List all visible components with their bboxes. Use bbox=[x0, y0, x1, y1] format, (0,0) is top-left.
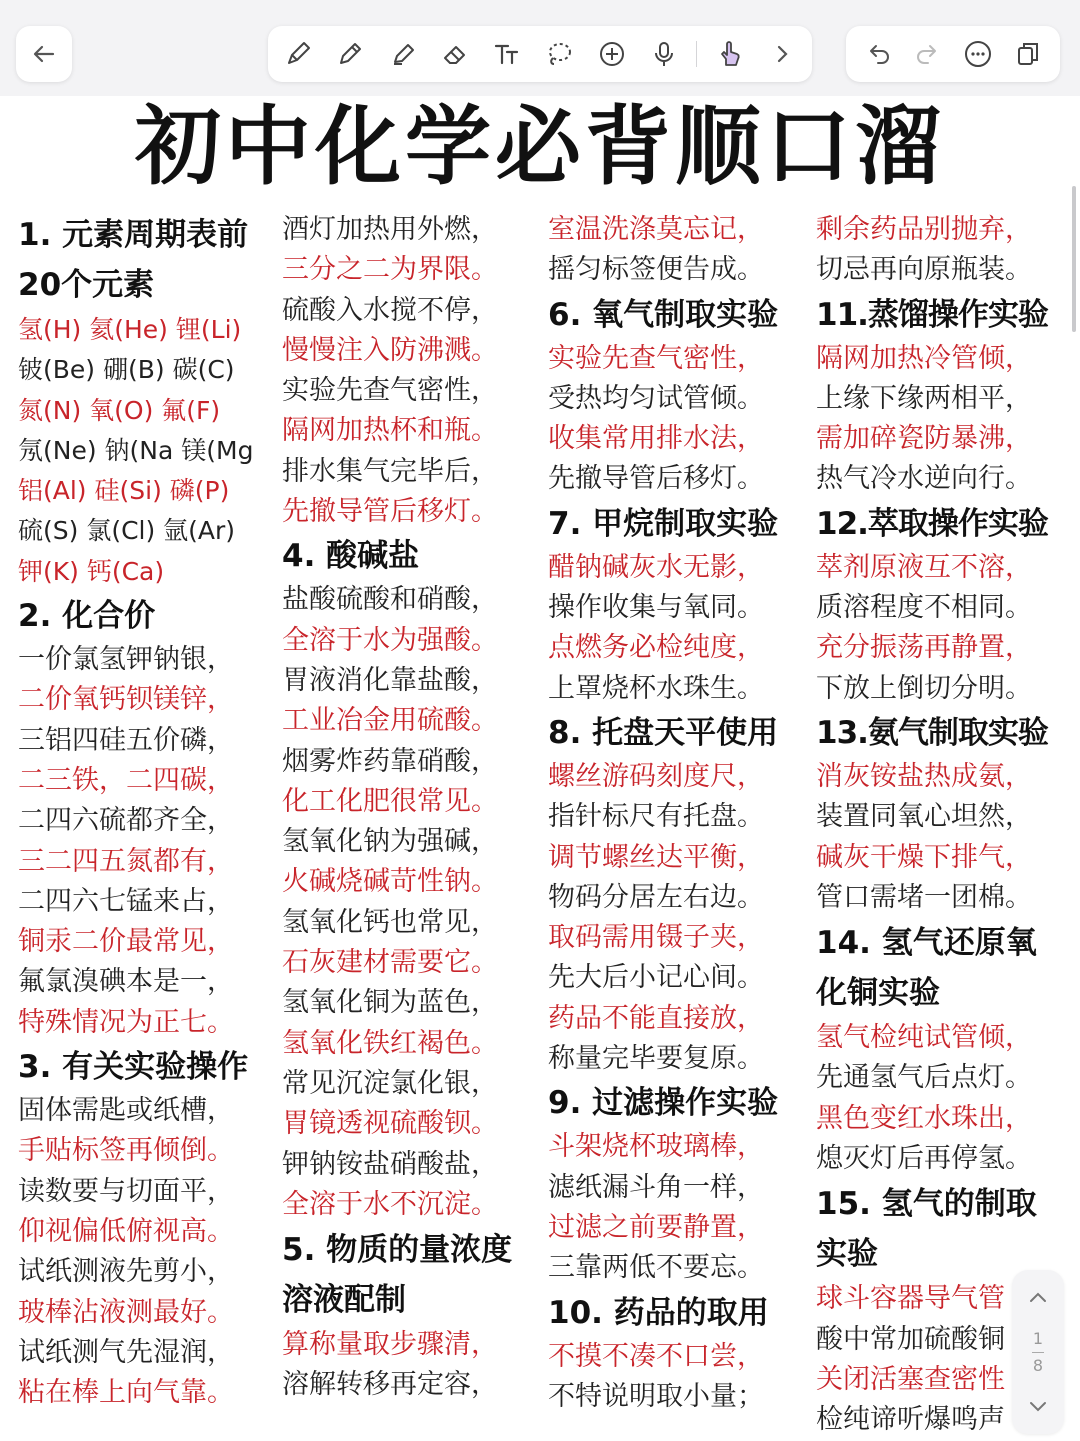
section-heading: 14. 氢气还原氧化铜实验 bbox=[816, 925, 1037, 1012]
section-heading: 7. 甲烷制取实验 bbox=[548, 505, 779, 542]
verse-line: 过滤之前要静置， bbox=[548, 1211, 764, 1243]
verse-line: 物码分居左右边。 bbox=[548, 881, 764, 913]
verse-line: 质溶程度不相同。 bbox=[816, 592, 1032, 624]
verse-line: 室温洗涤莫忘记， bbox=[548, 214, 764, 245]
verse-line: 剩余药品别抛弃， bbox=[816, 214, 1032, 245]
verse-line: 隔网加热杯和瓶。 bbox=[282, 415, 498, 447]
verse-line: 烟雾炸药靠硝酸， bbox=[282, 745, 498, 777]
verse-line: 隔网加热冷管倾， bbox=[816, 342, 1032, 374]
verse-line: 需加碎瓷防暴沸， bbox=[816, 423, 1032, 455]
element-row: 钾(K) 钙(Ca) bbox=[18, 556, 165, 586]
verse-line: 醋钠碱灰水无影， bbox=[548, 551, 764, 583]
copy-icon[interactable] bbox=[1008, 34, 1048, 74]
microphone-icon[interactable] bbox=[644, 34, 684, 74]
page-down-icon[interactable] bbox=[1018, 1386, 1058, 1426]
verse-line: 全溶于水不沉淀。 bbox=[282, 1188, 498, 1220]
verse-line: 管口需堵一团棉。 bbox=[816, 881, 1032, 913]
verse-line: 取码需用镊子夹， bbox=[548, 922, 764, 954]
verse-line: 操作收集与氧同。 bbox=[548, 592, 764, 624]
pen-icon[interactable] bbox=[278, 34, 318, 74]
verse-line: 调节螺丝达平衡， bbox=[548, 841, 764, 873]
verse-line: 固体需匙或纸槽， bbox=[18, 1095, 234, 1127]
verse-line: 铜汞二价最常见， bbox=[18, 926, 234, 958]
toolbar-separator bbox=[696, 41, 697, 67]
section-heading: 5. 物质的量浓度溶液配制 bbox=[282, 1232, 513, 1319]
verse-line: 黑色变红水珠出， bbox=[816, 1102, 1032, 1134]
add-icon[interactable] bbox=[592, 34, 632, 74]
verse-line: 二价氧钙钡镁锌， bbox=[18, 684, 234, 716]
more-icon[interactable] bbox=[958, 34, 998, 74]
verse-line: 上缘下缘两相平， bbox=[816, 382, 1032, 414]
verse-line: 点燃务必检纯度， bbox=[548, 632, 764, 664]
pencil-icon[interactable] bbox=[330, 34, 370, 74]
section-heading: 12.萃取操作实验 bbox=[816, 505, 1048, 542]
column-4 bbox=[816, 210, 1072, 1441]
verse-line: 二三铁，二四碳， bbox=[18, 764, 234, 796]
verse-line: 三铝四硅五价磷， bbox=[18, 724, 234, 756]
verse-line: 三分之二为界限。 bbox=[282, 254, 498, 286]
verse-line: 氢气检纯试管倾， bbox=[816, 1022, 1032, 1054]
verse-line: 装置同氧心坦然， bbox=[816, 801, 1032, 833]
redo-icon[interactable] bbox=[908, 34, 948, 74]
verse-line: 熄灭灯后再停氢。 bbox=[816, 1143, 1032, 1175]
eraser-icon[interactable] bbox=[435, 34, 475, 74]
section-heading: 2. 化合价 bbox=[18, 598, 156, 635]
verse-line: 溶解转移再定容， bbox=[282, 1369, 498, 1401]
verse-line: 不摸不凑不口尝， bbox=[548, 1340, 764, 1372]
verse-line: 氟氯溴碘本是一， bbox=[18, 966, 234, 998]
section-heading: 13.氨气制取实验 bbox=[816, 714, 1048, 751]
verse-line: 先撤导管后移灯。 bbox=[548, 463, 764, 495]
verse-line: 先撤导管后移灯。 bbox=[282, 496, 498, 528]
section-heading: 1. 元素周期表前20个元素 bbox=[18, 217, 249, 303]
top-toolbar bbox=[0, 0, 1080, 96]
verse-line: 胃液消化靠盐酸， bbox=[282, 664, 498, 696]
hand-pointer-icon[interactable] bbox=[710, 34, 750, 74]
element-row: 硫(S) 氯(Cl) 氩(Ar) bbox=[18, 516, 236, 546]
verse-line: 碱灰干燥下排气， bbox=[816, 841, 1032, 873]
document-actions bbox=[846, 26, 1060, 82]
section-heading: 6. 氧气制取实验 bbox=[548, 296, 779, 333]
verse-line: 检纯谛听爆鸣声 bbox=[816, 1404, 1005, 1436]
column-3 bbox=[548, 210, 804, 1417]
verse-line: 二四六硫都齐全， bbox=[18, 805, 234, 837]
verse-line: 不特说明取小量； bbox=[548, 1380, 764, 1412]
verse-line: 氢氧化钙也常见， bbox=[282, 906, 498, 938]
verse-line: 玻棒沾液测最好。 bbox=[18, 1296, 234, 1328]
verse-line: 实验先查气密性， bbox=[548, 342, 764, 374]
verse-line: 二四六七锰来占， bbox=[18, 885, 234, 917]
section-heading: 10. 药品的取用 bbox=[548, 1294, 769, 1331]
verse-line: 试纸测液先剪小， bbox=[18, 1256, 234, 1288]
section-heading: 11.蒸馏操作实验 bbox=[816, 296, 1048, 333]
page-title: 初中化学必背顺口溜 bbox=[135, 97, 945, 197]
verse-line: 读数要与切面平， bbox=[18, 1175, 234, 1207]
verse-line: 受热均匀试管倾。 bbox=[548, 382, 764, 414]
verse-line: 慢慢注入防沸溅。 bbox=[282, 334, 498, 366]
verse-line: 三二四五氮都有， bbox=[18, 845, 234, 877]
verse-line: 排水集气完毕后， bbox=[282, 455, 498, 487]
verse-line: 一价氯氢钾钠银， bbox=[18, 644, 234, 676]
verse-line: 特殊情况为正七。 bbox=[18, 1006, 234, 1038]
verse-line: 充分振荡再静置， bbox=[816, 632, 1032, 664]
back-arrow-icon[interactable] bbox=[24, 34, 64, 74]
verse-line: 螺丝游码刻度尺， bbox=[548, 760, 764, 792]
verse-line: 仰视偏低俯视高。 bbox=[18, 1215, 234, 1247]
back-button[interactable] bbox=[16, 26, 72, 82]
page-indicator bbox=[1032, 1328, 1044, 1377]
verse-line: 酒灯加热用外燃， bbox=[282, 214, 498, 245]
element-row: 铝(Al) 硅(Si) 磷(P) bbox=[18, 476, 230, 506]
verse-line: 火碱烧碱苛性钠。 bbox=[282, 866, 498, 898]
column-1 bbox=[18, 210, 268, 1413]
current-page: 1 bbox=[1032, 1328, 1044, 1348]
verse-line: 氢氧化钠为强碱， bbox=[282, 826, 498, 858]
verse-line: 常见沉淀氯化银， bbox=[282, 1067, 498, 1099]
element-row: 铍(Be) 硼(B) 碳(C) bbox=[18, 355, 235, 385]
verse-line: 钾钠铵盐硝酸盐， bbox=[282, 1148, 498, 1180]
verse-line: 手贴标签再倾倒。 bbox=[18, 1135, 234, 1167]
element-row: 氢(H) 氦(He) 锂(Li) bbox=[18, 315, 242, 344]
page-navigator bbox=[1012, 1270, 1064, 1434]
verse-line: 实验先查气密性， bbox=[282, 375, 498, 407]
verse-line: 消灰铵盐热成氨， bbox=[816, 760, 1032, 792]
verse-line: 氢氧化铁红褐色。 bbox=[282, 1027, 498, 1059]
verse-line: 先通氢气后点灯。 bbox=[816, 1062, 1032, 1094]
page-up-icon[interactable] bbox=[1018, 1278, 1058, 1318]
chevron-right-icon[interactable] bbox=[762, 34, 802, 74]
verse-line: 球斗容器导气管 bbox=[816, 1283, 1005, 1315]
column-2 bbox=[282, 210, 538, 1406]
section-heading: 4. 酸碱盐 bbox=[282, 538, 420, 575]
verse-line: 全溶于水为强酸。 bbox=[282, 624, 498, 656]
verse-line: 酸中常加硫酸铜 bbox=[816, 1323, 1005, 1355]
vertical-scrollbar[interactable] bbox=[1072, 186, 1076, 332]
verse-line: 盐酸硫酸和硝酸， bbox=[282, 584, 498, 616]
verse-line: 胃镜透视硫酸钡。 bbox=[282, 1108, 498, 1140]
verse-line: 摇匀标签便告成。 bbox=[548, 254, 764, 286]
highlighter-icon[interactable] bbox=[383, 34, 423, 74]
verse-line: 试纸测气先湿润， bbox=[18, 1336, 234, 1368]
verse-line: 滤纸漏斗角一样， bbox=[548, 1171, 764, 1203]
section-heading: 3. 有关实验操作 bbox=[18, 1049, 249, 1086]
verse-line: 切忌再向原瓶装。 bbox=[816, 254, 1032, 286]
verse-line: 三靠两低不要忘。 bbox=[548, 1252, 764, 1284]
element-row: 氮(N) 氧(O) 氟(F) bbox=[18, 395, 221, 425]
verse-line: 硫酸入水搅不停， bbox=[282, 294, 498, 326]
drawing-tools bbox=[268, 26, 812, 82]
verse-line: 氢氧化铜为蓝色， bbox=[282, 987, 498, 1019]
verse-line: 指针标尺有托盘。 bbox=[548, 801, 764, 833]
verse-line: 斗架烧杯玻璃棒， bbox=[548, 1131, 764, 1163]
text-icon[interactable] bbox=[487, 34, 527, 74]
verse-line: 下放上倒切分明。 bbox=[816, 672, 1032, 704]
element-row: 氖(Ne) 钠(Na 镁(Mg bbox=[18, 435, 254, 465]
verse-line: 上罩烧杯水珠生。 bbox=[548, 672, 764, 704]
section-heading: 9. 过滤操作实验 bbox=[548, 1085, 779, 1122]
verse-line: 算称量取步骤清， bbox=[282, 1329, 498, 1361]
verse-line: 工业冶金用硫酸。 bbox=[282, 705, 498, 737]
verse-line: 先大后小记心间。 bbox=[548, 962, 764, 994]
verse-line: 药品不能直接放， bbox=[548, 1002, 764, 1034]
section-heading: 15. 氢气的制取实验 bbox=[816, 1186, 1037, 1273]
total-pages: 8 bbox=[1032, 1355, 1044, 1375]
verse-line: 粘在棒上向气靠。 bbox=[18, 1377, 234, 1409]
verse-line: 化工化肥很常见。 bbox=[282, 785, 498, 817]
section-heading: 8. 托盘天平使用 bbox=[548, 714, 779, 751]
verse-line: 称量完毕要复原。 bbox=[548, 1043, 764, 1075]
verse-line: 萃剂原液互不溶， bbox=[816, 551, 1032, 583]
verse-line: 关闭活塞查密性 bbox=[816, 1363, 1005, 1395]
lasso-icon[interactable] bbox=[539, 34, 579, 74]
verse-line: 收集常用排水法， bbox=[548, 423, 764, 455]
verse-line: 石灰建材需要它。 bbox=[282, 947, 498, 979]
verse-line: 热气冷水逆向行。 bbox=[816, 463, 1032, 495]
undo-icon[interactable] bbox=[858, 34, 898, 74]
